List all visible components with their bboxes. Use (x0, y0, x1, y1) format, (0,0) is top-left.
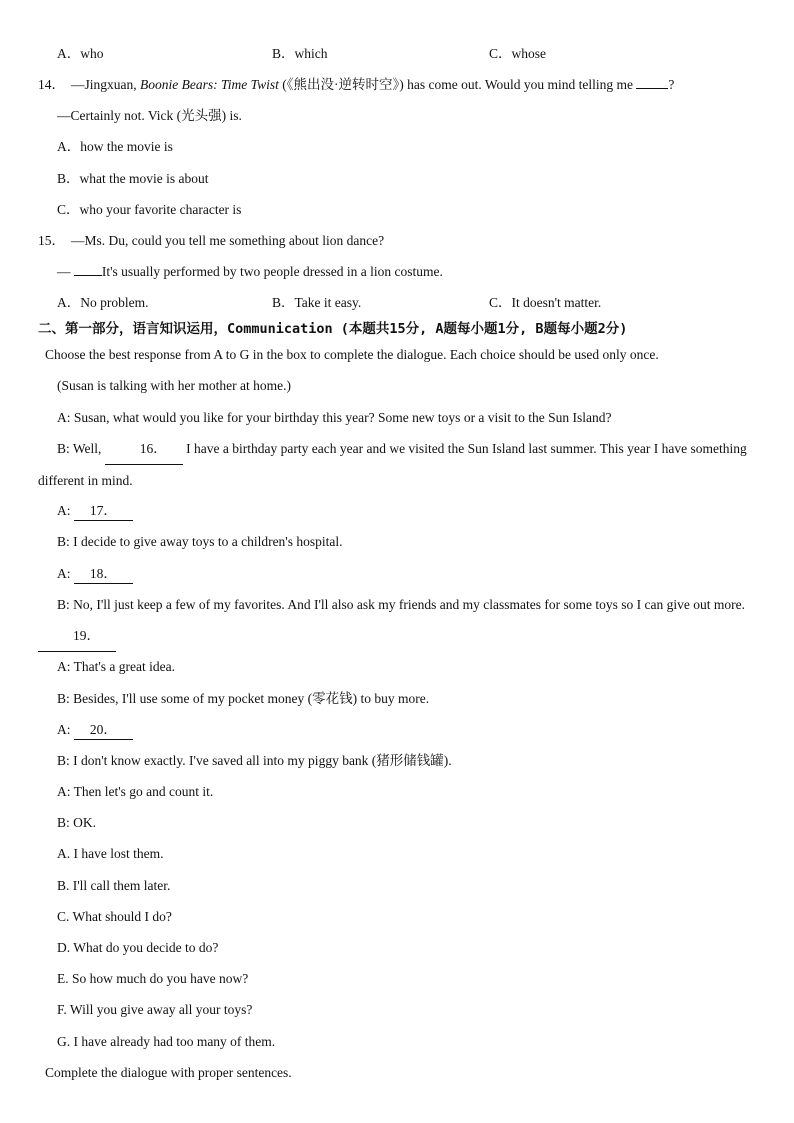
dialogue-line-7: A: That's a great idea. (57, 659, 176, 674)
dialogue-line-3: A: 17． (57, 502, 133, 521)
dialogue-line-5: A: 18． (57, 565, 133, 584)
dialogue-line-4: B: I decide to give away toys to a children's hospital. (57, 534, 343, 549)
q14-blank (636, 88, 668, 89)
dialogue-line-2: B: Well, 16． I have a birthday party each year and we visited the Sun Island last summer. This year I have something different in mind. (38, 433, 758, 496)
q14-option-b: B．what the movie is about (57, 171, 209, 186)
choice-f: F. Will you give away all your toys? (57, 1002, 253, 1017)
dialogue-line-10: B: I don't know exactly. I've saved all into my piggy bank (猪形储钱罐). (57, 753, 452, 768)
dialogue-context: (Susan is talking with her mother at home.) (57, 378, 291, 393)
dialogue-line-11: A: Then let's go and count it. (57, 784, 214, 799)
q14-question: 14． —Jingxuan, Boonie Bears: Time Twist (《熊出没·逆转时空》) has come out. Would you mind telling me ? (38, 77, 675, 92)
final-instruction: Complete the dialogue with proper sentences. (45, 1065, 292, 1080)
q15-blank (74, 275, 102, 276)
section-heading: 二、第一部分，语言知识运用，Communication (本题共15分, A题每小题1分, B题每小题2分) (38, 321, 628, 337)
dialogue-line-12: B: OK. (57, 815, 97, 830)
q15-option-b: B．Take it easy. (272, 295, 362, 310)
choice-d: D. What do you decide to do? (57, 940, 219, 955)
choice-b: B. I'll call them later. (57, 878, 171, 893)
q15-question: 15． —Ms. Du, could you tell me something about lion dance? (38, 233, 385, 248)
choice-a: A. I have lost them. (57, 846, 164, 861)
q15-reply: — It's usually performed by two people dressed in a lion costume. (57, 264, 443, 279)
movie-title: Boonie Bears: Time Twist (140, 77, 279, 92)
q15-option-c: C．It doesn't matter. (489, 295, 602, 310)
q14-number: 14． (38, 77, 65, 92)
blank-17: 17． (74, 502, 133, 521)
q13-option-a: A．who (57, 46, 104, 61)
blank-19: 19． (38, 620, 116, 652)
blank-16: 16． (105, 433, 183, 465)
section-instruction: Choose the best response from A to G in the box to complete the dialogue. Each choice should be used only once. (45, 347, 659, 362)
blank-20: 20． (74, 721, 133, 740)
q15-options (57, 294, 757, 312)
q15-option-a: A．No problem. (57, 295, 149, 310)
q13-option-b: B．which (272, 46, 328, 61)
q14-reply: —Certainly not. Vick (光头强) is. (57, 108, 242, 123)
q14-option-c: C．who your favorite character is (57, 202, 242, 217)
choice-e: E. So how much do you have now? (57, 971, 249, 986)
q13-options (57, 45, 757, 63)
dialogue-line-6: B: No, I'll just keep a few of my favorites. And I'll also ask my friends and my classmates for some toys so I can give out more. 19． (38, 589, 758, 652)
choice-c: C. What should I do? (57, 909, 172, 924)
dialogue-line-1: A: Susan, what would you like for your birthday this year? Some new toys or a visit to the Sun Island? (57, 410, 612, 425)
q14-option-a: A．how the movie is (57, 139, 173, 154)
dialogue-line-9: A: 20． (57, 721, 133, 740)
dialogue-line-8: B: Besides, I'll use some of my pocket money (零花钱) to buy more. (57, 691, 430, 706)
q13-option-c: C．whose (489, 46, 546, 61)
choice-g: G. I have already had too many of them. (57, 1034, 276, 1049)
q15-number: 15． (38, 233, 65, 248)
blank-18: 18． (74, 565, 133, 584)
